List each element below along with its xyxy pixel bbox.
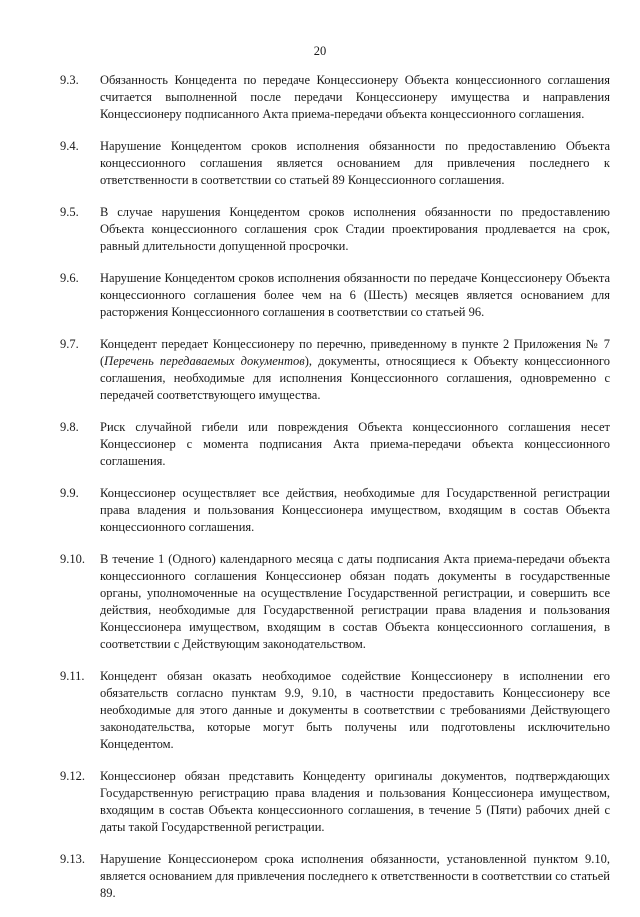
clause-text: Риск случайной гибели или повреждения Объекта концессионного соглашения несет Концессионер с момента подписания Акта приема-передачи объекта концессионного соглашения. [100,420,610,468]
clause-number: 9.12. [60,769,85,783]
clause-text: В случае нарушения Концедентом сроков исполнения обязанности по предоставлению Объекта концессионного соглашения срок Стадии проектирования продлевается на срок, равный длительности допущенной просрочки. [100,205,610,253]
clause-text: Концедент обязан оказать необходимое содействие Концессионеру в исполнении его обязательств согласно пунктам 9.9, 9.10, в частности предоставить Концессионеру все необходимые для этого данные и документы в соответствии с требованиями Действующего законодательства, которые могут быть получены или подготовлены исключительно Концедентом. [100,669,610,751]
clause-text-italic: Перечень передаваемых документов [104,354,305,368]
clause-number: 9.7. [60,337,79,351]
clause-9-8 [60,419,610,470]
clause-9-4 [60,138,610,189]
clause-text-before: Концедент передает Концессионеру по перечню, приведенному в пункте 2 Приложения № 7 ( [100,337,610,368]
clause-text: Концессионер обязан представить Концеденту оригиналы документов, подтверждающих Государственную регистрацию права владения и пользования Концессионера имуществом, входящим в состав Объекта концессионного соглашения, в течение 5 (Пяти) рабочих дней с даты такой Государственной регистрации. [100,769,610,834]
clause-9-9 [60,485,610,536]
clause-number: 9.4. [60,139,79,153]
clause-text-after: ), документы, относящиеся к Объекту концессионного соглашения, необходимые для исполнения Концессионного соглашения, одновременно с передачей соответствующего имущества. [100,354,610,402]
clause-9-7 [60,336,610,404]
clause-text: Концессионер осуществляет все действия, необходимые для Государственной регистрации права владения и пользования Концессионера имуществом, входящим в состав Объекта концессионного соглашения. [100,486,610,534]
clause-number: 9.13. [60,852,85,866]
clause-9-10 [60,551,610,653]
clause-text: Обязанность Концедента по передаче Концессионеру Объекта концессионного соглашения считается выполненной после передачи Концессионеру имущества и направления Концессионеру подписанного Акта приема-передачи объекта концессионного соглашения. [100,73,610,121]
clause-text: В течение 1 (Одного) календарного месяца с даты подписания Акта приема-передачи объекта концессионного соглашения Концессионер обязан подать документы в государственные органы, уполномоченные на осуществление Государственной регистрации, и совершить все действия, необходимые для Государственной регистрации права владения и пользования Концессионера имуществом, входящим в состав Объекта концессионного соглашения, в соответствии с Действующим законодательством. [100,552,610,651]
clause-9-12 [60,768,610,836]
clause-9-5 [60,204,610,255]
clause-text [100,336,610,404]
clause-9-6 [60,270,610,321]
clause-text: Нарушение Концедентом сроков исполнения обязанности по предоставлению Объекта концессионного соглашения является основанием для привлечения последнего к ответственности в соответствии со статьей 89 Концессионного соглашения. [100,139,610,187]
page-number: 20 [313,44,327,58]
clause-list [60,72,610,917]
clause-number: 9.5. [60,205,79,219]
clause-9-11 [60,668,610,753]
clause-number: 9.8. [60,420,79,434]
clause-number: 9.10. [60,552,85,566]
clause-number: 9.6. [60,271,79,285]
clause-text: Нарушение Концессионером срока исполнения обязанности, установленной пунктом 9.10, является основанием для привлечения последнего к ответственности в соответствии со статьей 89. [100,852,610,900]
clause-number: 9.9. [60,486,79,500]
clause-number: 9.3. [60,73,79,87]
clause-number: 9.11. [60,669,85,683]
clause-9-13 [60,851,610,902]
clause-9-3 [60,72,610,123]
clause-text: Нарушение Концедентом сроков исполнения обязанности по передаче Концессионеру Объекта концессионного соглашения более чем на 6 (Шесть) месяцев является основанием для расторжения Концессионного соглашения в соответствии со статьей 96. [100,271,610,319]
